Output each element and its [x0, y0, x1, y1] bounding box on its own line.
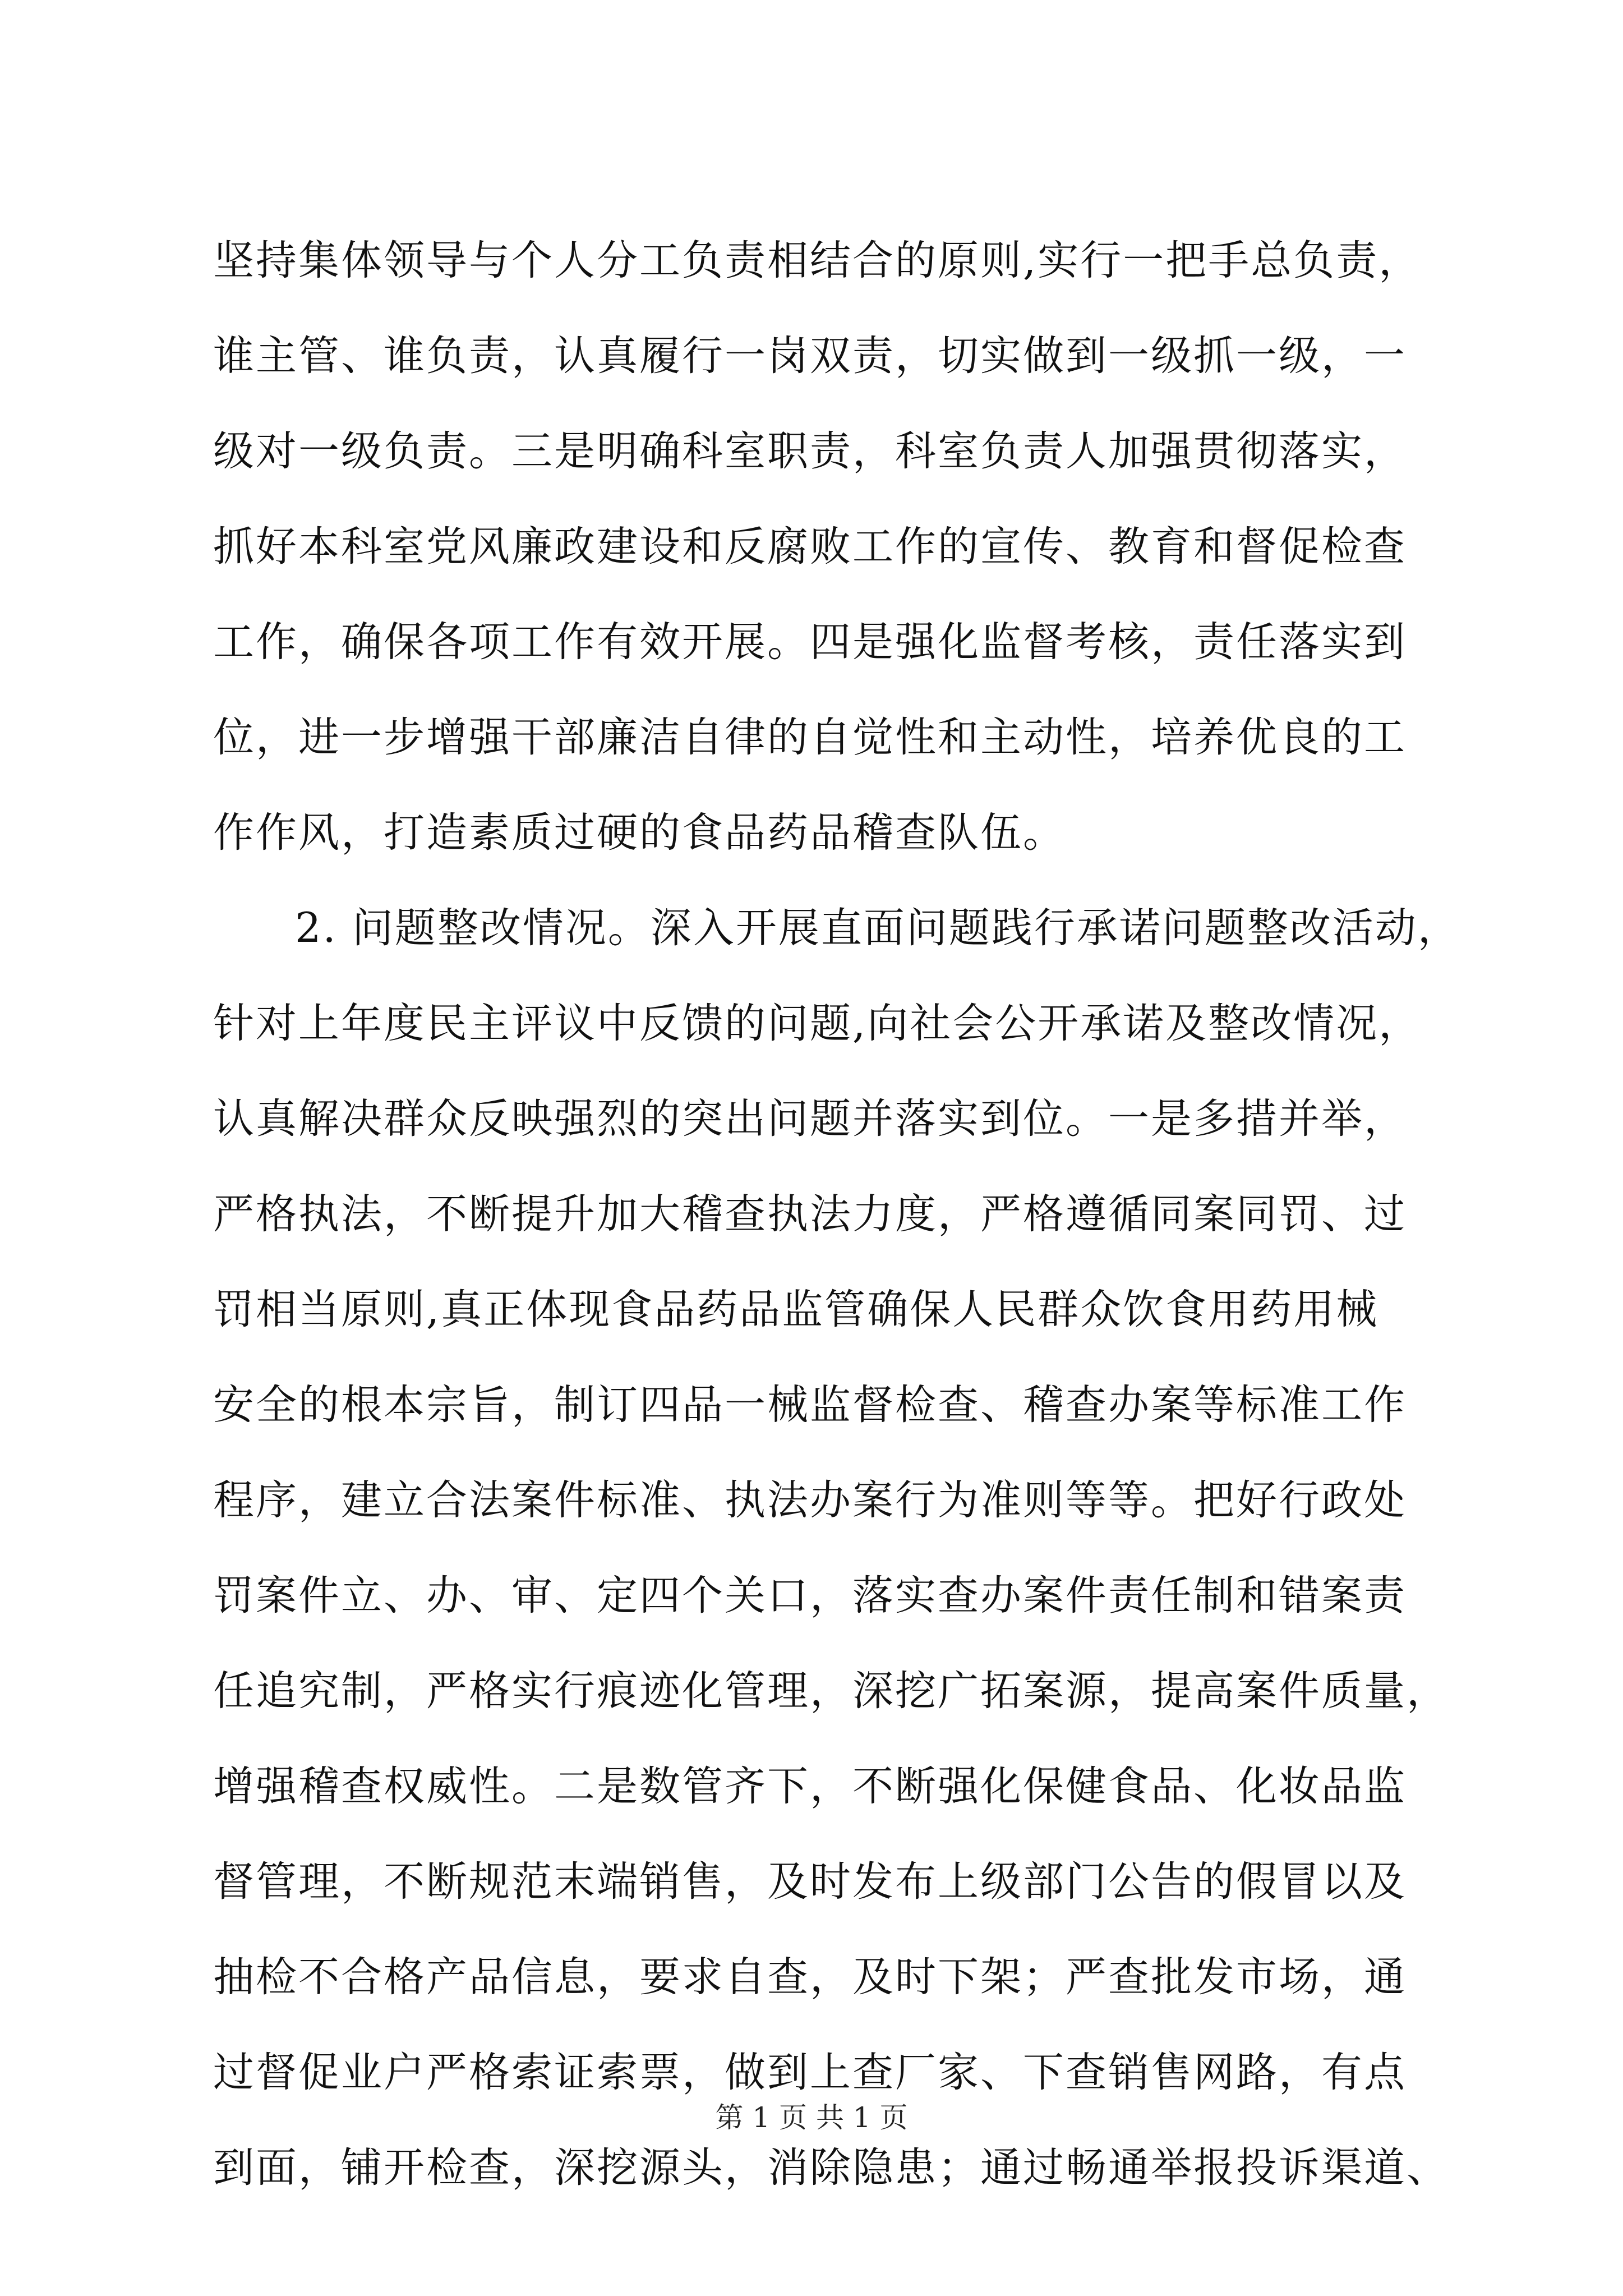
- text-line: 罚相当原则,真正体现食品药品监管确保人民群众饮食用药用械: [213, 1286, 1379, 1333]
- text-line: 罚案件立、办、审、定四个关口，落实查办案件责任制和错案责: [213, 1572, 1407, 1619]
- text-line: 级对一级负责。三是明确科室职责，科室负责人加强贯彻落实，: [213, 427, 1407, 475]
- text-line: 严格执法，不断提升加大稽查执法力度，严格遵循同案同罚、过: [213, 1190, 1407, 1238]
- text-line: 作作风，打造素质过硬的食品药品稽查队伍。: [213, 809, 1066, 857]
- text-line: 抓好本科室党风廉政建设和反腐败工作的宣传、教育和督促检查: [213, 523, 1407, 570]
- text-line: 谁主管、谁负责，认真履行一岗双责，切实做到一级抓一级，一: [213, 332, 1407, 380]
- page-footer: 第 1 页 共 1 页: [715, 2101, 908, 2134]
- text-line: 工作，确保各项工作有效开展。四是强化监督考核，责任落实到: [213, 618, 1407, 666]
- text-line: 过督促业户严格索证索票，做到上查厂家、下查销售网路，有点: [213, 2049, 1407, 2096]
- text-line: 增强稽查权威性。二是数管齐下，不断强化保健食品、化妆品监: [213, 1763, 1407, 1810]
- text-line: 程序，建立合法案件标准、执法办案行为准则等等。把好行政处: [213, 1476, 1407, 1524]
- text-line: 任追究制，严格实行痕迹化管理，深挖广拓案源，提高案件质量，: [213, 1667, 1449, 1715]
- text-line: 安全的根本宗旨，制订四品一械监督检查、稽查办案等标准工作: [213, 1381, 1407, 1429]
- text-line: 坚持集体领导与个人分工负责相结合的原则,实行一把手总负责，: [213, 237, 1422, 284]
- paragraph-start-line: 2. 问题整改情况。深入开展直面问题践行承诺问题整改活动，: [295, 904, 1460, 952]
- text-line: 到面，铺开检查，深挖源头，消除隐患；通过畅通举报投诉渠道、: [213, 2144, 1449, 2192]
- text-line: 位，进一步增强干部廉洁自律的自觉性和主动性，培养优良的工: [213, 714, 1407, 761]
- text-line: 督管理，不断规范末端销售，及时发布上级部门公告的假冒以及: [213, 1858, 1407, 1906]
- text-line: 认真解决群众反映强烈的突出问题并落实到位。一是多措并举，: [213, 1095, 1407, 1143]
- text-line: 针对上年度民主评议中反馈的问题,向社会公开承诺及整改情况，: [213, 1000, 1422, 1047]
- text-line: 抽检不合格产品信息，要求自查，及时下架；严查批发市场，通: [213, 1953, 1407, 2001]
- body-text: [213, 213, 1458, 2216]
